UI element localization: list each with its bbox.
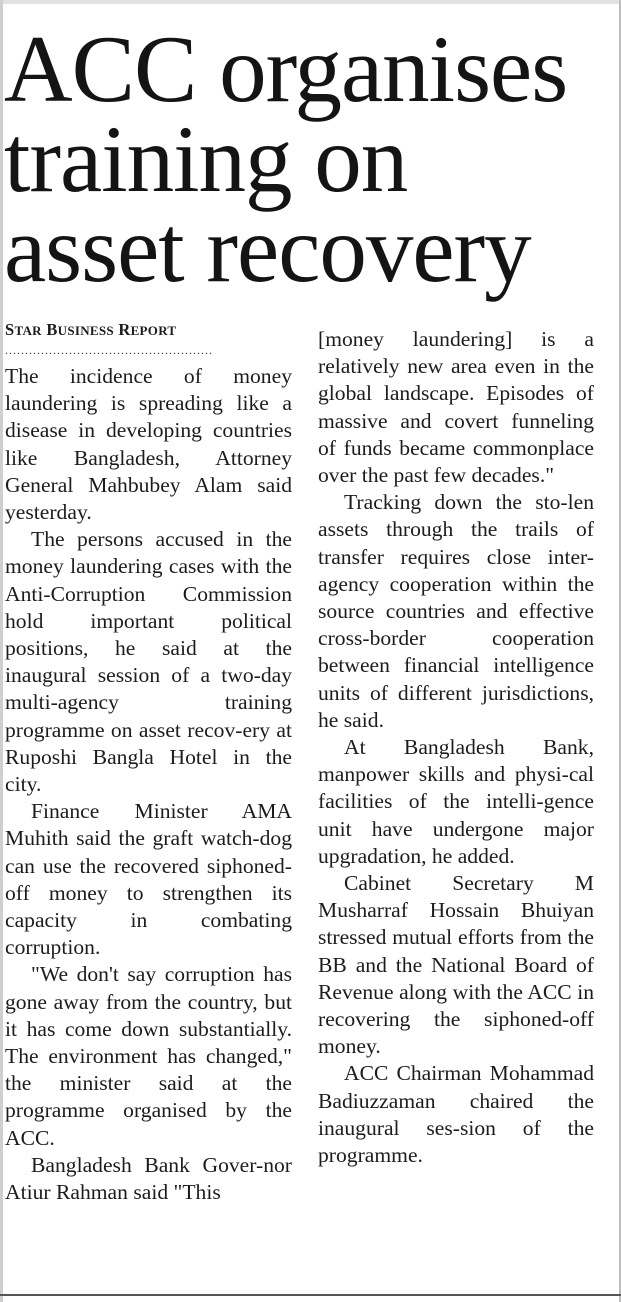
paragraph: [money laundering] is a relatively new area even in the global landscape. Episodes of massive and covert funneling of funds became commonplace over the past few decades." [318, 327, 594, 488]
paragraph: At Bangladesh Bank, manpower skills and physi-cal facilities of the intelli-gence unit have undergone major upgradation, he added. [318, 735, 594, 868]
byline-b: B [46, 320, 58, 339]
byline [5, 318, 292, 343]
byline-eport: EPORT [130, 323, 177, 338]
headline-line-2: training on [4, 106, 408, 212]
byline-r: R [118, 320, 131, 339]
page-top-edge [0, 0, 621, 4]
paragraph: The incidence of money laundering is spreading like a disease in developing countries like Bangladesh, Attorney General Mahbubey Alam said yesterday. [5, 364, 292, 525]
paragraph: Bangladesh Bank Gover-nor Atiur Rahman said "This [5, 1152, 292, 1205]
byline-s: S [5, 320, 15, 339]
article-column-right [318, 326, 594, 1169]
paragraph: Finance Minister AMA Muhith said the graft watch-dog can use the recovered siphoned-off money to strengthen its capacity in combating corruption. [5, 799, 292, 960]
byline-tar: TAR [14, 323, 42, 338]
headline-line-1: ACC organises [4, 16, 568, 122]
page-bottom-rule [0, 1294, 621, 1296]
paragraph: "We don't say corruption has gone away from the country, but it has come down substantially. The environment has changed," the minister said at the programme organised by the ACC. [5, 962, 292, 1150]
byline-dotted-rule: .................................................... [5, 343, 213, 357]
article-headline [4, 16, 614, 302]
paragraph: Tracking down the sto-len assets through the trails of transfer requires close inter-agency cooperation within the source countries and effective cross-border cooperation between financial intelligence units of different jurisdictions, he said. [318, 490, 594, 732]
paragraph: Cabinet Secretary M Musharraf Hossain Bhuiyan stressed mutual efforts from the BB and the National Board of Revenue along with the ACC in recovering the siphoned-off money. [318, 871, 594, 1059]
headline-line-3: asset recovery [4, 196, 531, 302]
article-column-left [5, 318, 292, 1206]
paragraph: ACC Chairman Mohammad Badiuzzaman chaired the inaugural ses-sion of the programme. [318, 1061, 594, 1168]
paragraph: The persons accused in the money laundering cases with the Anti-Corruption Commission hold important political positions, he said at the inaugural session of a two-day multi-agency training programme on asset recov-ery at Ruposhi Bangla Hotel in the city. [5, 527, 292, 797]
byline-usiness: USINESS [57, 323, 114, 338]
page-left-edge [0, 0, 3, 1302]
